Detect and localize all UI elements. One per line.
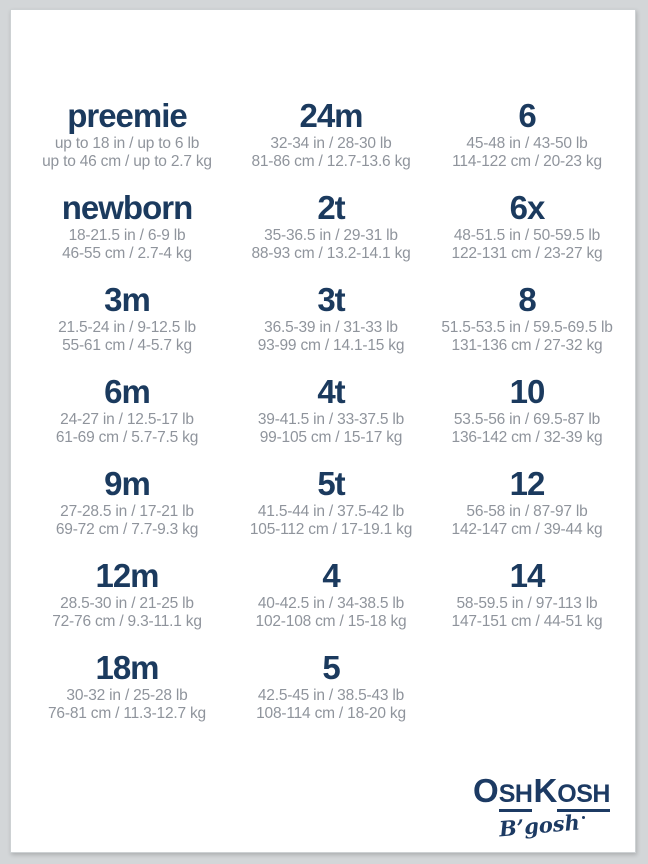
size-label: 14 bbox=[509, 557, 545, 594]
size-label: 6m bbox=[104, 373, 150, 410]
size-cell-5 bbox=[243, 650, 419, 742]
logo-bgosh-script: B’gosh bbox=[498, 809, 581, 842]
size-imperial: 41.5-44 in / 37.5-42 lb bbox=[257, 503, 405, 520]
size-imperial: 36.5-39 in / 31-33 lb bbox=[264, 319, 398, 336]
size-label: 3m bbox=[104, 281, 150, 318]
size-imperial: 56-58 in / 87-97 lb bbox=[466, 503, 588, 520]
size-label: 9m bbox=[104, 465, 150, 502]
size-imperial: 32-34 in / 28-30 lb bbox=[270, 135, 392, 152]
size-cell-14 bbox=[419, 558, 635, 650]
size-metric: 147-151 cm / 44-51 kg bbox=[451, 613, 603, 630]
size-imperial: 39-41.5 in / 33-37.5 lb bbox=[257, 411, 405, 428]
size-label: 12 bbox=[509, 465, 545, 502]
size-chart-card bbox=[10, 9, 636, 853]
size-metric: 72-76 cm / 9.3-11.1 kg bbox=[52, 613, 202, 630]
size-imperial: 58-59.5 in / 97-113 lb bbox=[456, 595, 598, 612]
size-metric: 142-147 cm / 39-44 kg bbox=[451, 521, 603, 538]
size-imperial: 53.5-56 in / 69.5-87 lb bbox=[453, 411, 601, 428]
size-metric: 81-86 cm / 12.7-13.6 kg bbox=[251, 153, 411, 170]
size-imperial: 45-48 in / 43-50 lb bbox=[466, 135, 588, 152]
size-imperial: 48-51.5 in / 50-59.5 lb bbox=[453, 227, 601, 244]
size-metric: 102-108 cm / 15-18 kg bbox=[255, 613, 407, 630]
size-label: 24m bbox=[299, 97, 363, 134]
size-metric: 108-114 cm / 18-20 kg bbox=[256, 705, 406, 722]
logo-letter-k: K bbox=[533, 772, 557, 809]
size-imperial: 51.5-53.5 in / 59.5-69.5 lb bbox=[441, 319, 613, 336]
size-cell-8 bbox=[419, 282, 635, 374]
size-metric: 93-99 cm / 14.1-15 kg bbox=[257, 337, 405, 354]
logo-script-line bbox=[467, 809, 617, 842]
size-imperial: 28.5-30 in / 21-25 lb bbox=[60, 595, 194, 612]
size-label: 4 bbox=[322, 557, 340, 594]
size-cell-24m bbox=[243, 98, 419, 190]
size-cell-4t bbox=[243, 374, 419, 466]
size-label: 12m bbox=[95, 557, 159, 594]
size-metric: 76-81 cm / 11.3-12.7 kg bbox=[48, 705, 206, 722]
size-cell-4 bbox=[243, 558, 419, 650]
size-imperial: 30-32 in / 25-28 lb bbox=[66, 687, 188, 704]
logo-letters-sh-underlined: SH bbox=[499, 780, 533, 812]
size-metric: 88-93 cm / 13.2-14.1 kg bbox=[251, 245, 411, 262]
logo-letters-osh-underlined: OSH bbox=[557, 780, 610, 812]
logo-letter-o: O bbox=[473, 772, 498, 809]
size-metric: 69-72 cm / 7.7-9.3 kg bbox=[55, 521, 199, 538]
size-cell-5t bbox=[243, 466, 419, 558]
size-cell-2t bbox=[243, 190, 419, 282]
size-imperial: 24-27 in / 12.5-17 lb bbox=[60, 411, 194, 428]
size-label: 18m bbox=[95, 649, 159, 686]
size-metric: 136-142 cm / 32-39 kg bbox=[451, 429, 603, 446]
trademark-dot-icon bbox=[582, 816, 585, 819]
size-metric: 61-69 cm / 5.7-7.5 kg bbox=[55, 429, 199, 446]
size-cell-10 bbox=[419, 374, 635, 466]
size-metric: 46-55 cm / 2.7-4 kg bbox=[62, 245, 192, 262]
size-imperial: 35-36.5 in / 29-31 lb bbox=[264, 227, 398, 244]
size-cell-12 bbox=[419, 466, 635, 558]
size-cell-3t bbox=[243, 282, 419, 374]
size-cell-newborn bbox=[11, 190, 243, 282]
size-imperial: 18-21.5 in / 6-9 lb bbox=[68, 227, 186, 244]
size-label: 5t bbox=[317, 465, 345, 502]
size-metric: 114-122 cm / 20-23 kg bbox=[452, 153, 602, 170]
size-label: 8 bbox=[518, 281, 536, 318]
size-cell-3m bbox=[11, 282, 243, 374]
logo-wordmark bbox=[467, 772, 617, 813]
size-metric: up to 46 cm / up to 2.7 kg bbox=[42, 153, 212, 170]
size-cell-9m bbox=[11, 466, 243, 558]
size-label: preemie bbox=[67, 97, 187, 134]
size-imperial: 27-28.5 in / 17-21 lb bbox=[60, 503, 194, 520]
size-label: 5 bbox=[322, 649, 340, 686]
size-metric: 55-61 cm / 4-5.7 kg bbox=[62, 337, 192, 354]
size-imperial: 21.5-24 in / 9-12.5 lb bbox=[58, 319, 196, 336]
size-cell-18m bbox=[11, 650, 243, 742]
size-cell-6m bbox=[11, 374, 243, 466]
oshkosh-bgosh-logo bbox=[467, 772, 617, 842]
size-cell-preemie bbox=[11, 98, 243, 190]
size-imperial: 40-42.5 in / 34-38.5 lb bbox=[257, 595, 405, 612]
size-metric: 122-131 cm / 23-27 kg bbox=[451, 245, 603, 262]
size-metric: 131-136 cm / 27-32 kg bbox=[451, 337, 603, 354]
size-metric: 99-105 cm / 15-17 kg bbox=[259, 429, 403, 446]
size-label: 2t bbox=[317, 189, 345, 226]
size-label: 6 bbox=[518, 97, 536, 134]
size-cell-12m bbox=[11, 558, 243, 650]
size-metric: 105-112 cm / 17-19.1 kg bbox=[249, 521, 413, 538]
size-label: 10 bbox=[509, 373, 545, 410]
size-imperial: 42.5-45 in / 38.5-43 lb bbox=[257, 687, 405, 704]
size-label: 3t bbox=[317, 281, 345, 318]
size-label: 4t bbox=[317, 373, 345, 410]
size-chart-grid bbox=[11, 98, 635, 742]
size-cell-6 bbox=[419, 98, 635, 190]
size-imperial: up to 18 in / up to 6 lb bbox=[54, 135, 200, 152]
size-label: 6x bbox=[509, 189, 545, 226]
size-cell-6x bbox=[419, 190, 635, 282]
size-label: newborn bbox=[61, 189, 193, 226]
